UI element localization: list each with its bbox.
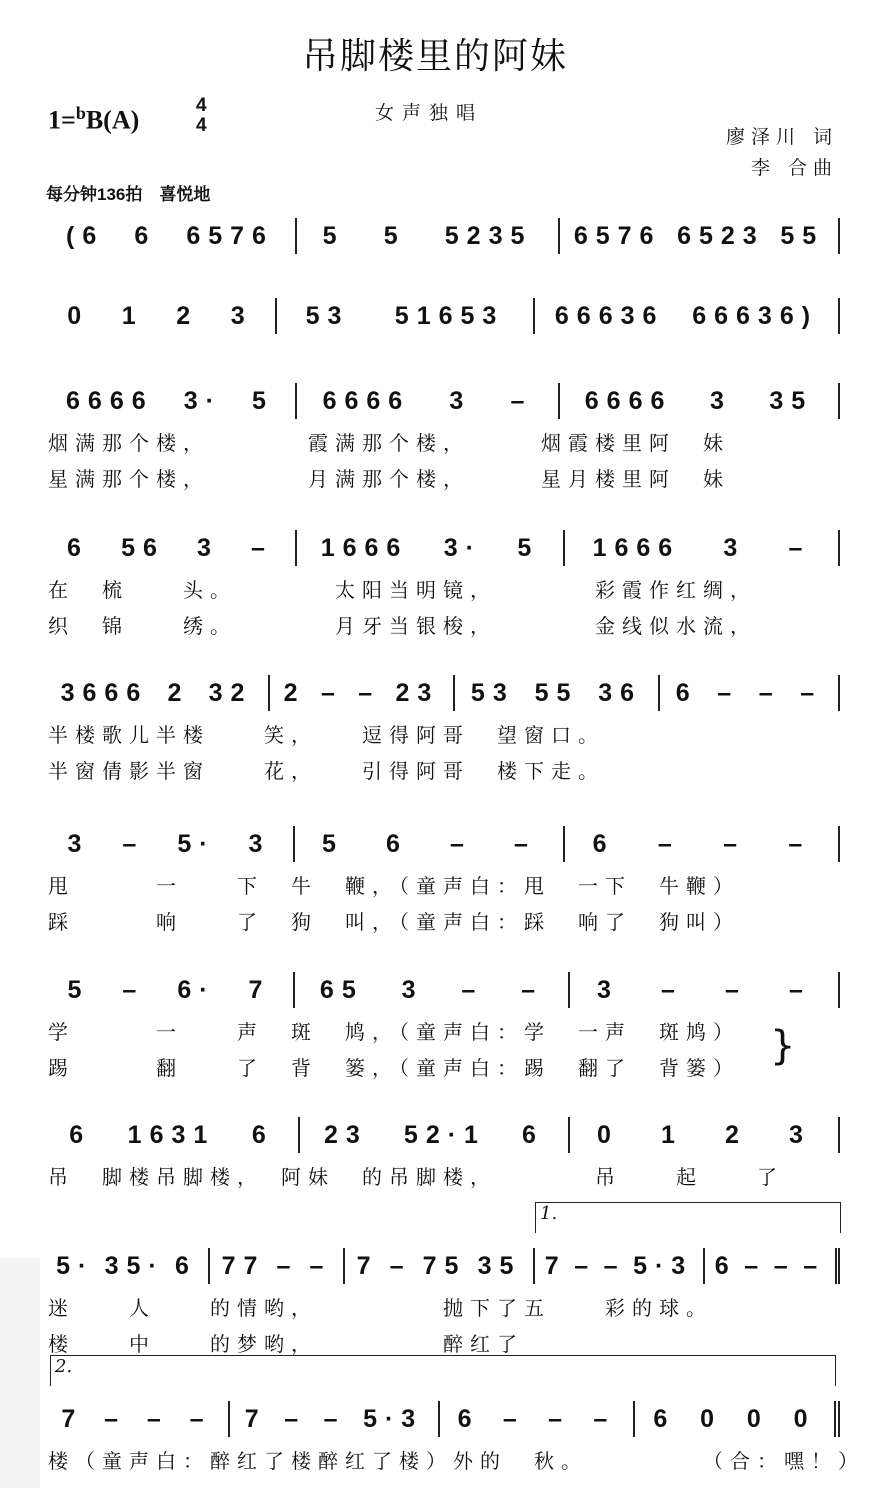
flat-sign: b <box>75 103 86 123</box>
score-line <box>45 1356 865 1473</box>
note-group: – <box>502 1404 525 1433</box>
measure-row <box>45 1117 840 1153</box>
note-group: 6666 <box>322 386 411 415</box>
note-group: – <box>758 678 781 707</box>
measure <box>300 1117 570 1153</box>
note-group: – <box>548 1404 571 1433</box>
measure <box>45 675 270 711</box>
lyric-verse-2: 星满那个楼， 月满那个楼， 星月楼里阿 妹 <box>48 467 730 491</box>
note-group: 6 <box>174 1251 197 1280</box>
note-group: – <box>800 678 823 707</box>
note-group: 6523 <box>677 221 765 250</box>
volta-bracket: 2. <box>50 1355 836 1386</box>
note-group: 0 <box>746 1404 769 1433</box>
lyric-verse-1: 烟满那个楼， 霞满那个楼， 烟霞楼里阿 妹 <box>48 431 730 455</box>
measure-row <box>45 1248 840 1284</box>
measure <box>570 1117 840 1153</box>
note-group: 3 <box>230 301 253 330</box>
measure <box>570 972 840 1008</box>
note-group: 1666 <box>320 533 409 562</box>
note-group: 6 <box>67 533 89 562</box>
note-group: 75 <box>422 1251 467 1280</box>
note-group: 53 <box>305 301 350 330</box>
note-group: 1 <box>661 1120 683 1149</box>
performance-type: 女声独唱 <box>375 102 484 124</box>
measure-row <box>45 383 840 419</box>
note-group: 53 <box>470 678 515 707</box>
measure <box>45 530 297 566</box>
measure-row <box>45 1401 840 1437</box>
note-group: – <box>320 678 343 707</box>
measure <box>45 972 295 1008</box>
measure <box>295 972 570 1008</box>
note-group: 3 <box>597 975 619 1004</box>
lyric-verse-1: 楼（童声白：醉红了楼醉红了楼）外的 秋。 （合：嘿！） <box>48 1449 865 1473</box>
time-bottom: 4 <box>196 115 207 136</box>
note-group: 3 <box>723 533 746 562</box>
note-group: 6 <box>251 1120 274 1149</box>
note-group: – <box>309 1251 332 1280</box>
note-group: 6 <box>653 1404 676 1433</box>
measure-row <box>45 298 840 334</box>
note-group: 1666 <box>592 533 681 562</box>
note-group: – <box>773 1251 796 1280</box>
time-top: 4 <box>196 95 207 116</box>
score-line <box>45 298 840 334</box>
measure <box>45 826 295 862</box>
volta-bracket: 1. <box>535 1202 841 1233</box>
note-group: 6666 <box>584 386 673 415</box>
note-group: 35 <box>477 1251 522 1280</box>
note-group: 6 <box>675 678 698 707</box>
measure <box>45 1248 210 1284</box>
note-group: 0 <box>597 1120 619 1149</box>
note-group: – <box>450 829 472 858</box>
note-group: 52·1 <box>403 1120 486 1149</box>
note-group: 1 <box>121 301 144 330</box>
lyric-verse-1: 吊 脚楼吊脚楼， 阿妹 的吊脚楼， 吊 起 了 <box>48 1165 784 1189</box>
measure <box>560 383 840 419</box>
measure <box>45 218 297 254</box>
measure <box>297 530 565 566</box>
note-group: 1631 <box>127 1120 216 1149</box>
measure <box>295 826 565 862</box>
measure <box>705 1248 840 1284</box>
note-group: 3 <box>789 1120 811 1149</box>
measure <box>455 675 660 711</box>
lyric-verse-1: 甩 一 下 牛 鞭，（童声白：甩 一下 牛鞭） <box>48 874 740 898</box>
note-group: 3 <box>248 829 271 858</box>
lyricist: 廖泽川 词 <box>725 126 838 148</box>
measure <box>277 298 535 334</box>
measure-row <box>45 218 840 254</box>
tempo-marking: 每分钟136拍 喜悦地 <box>46 185 211 204</box>
measure <box>45 1401 230 1437</box>
note-group: 66636 <box>554 301 665 330</box>
measure <box>535 298 840 334</box>
note-group: 3 <box>449 386 472 415</box>
lyric-verse-1: 迷 人 的情哟， 抛下了五 彩的球。 <box>48 1296 713 1320</box>
note-group: 55 <box>534 678 579 707</box>
note-group: 0 <box>67 301 90 330</box>
note-group: 0 <box>793 1404 816 1433</box>
note-group: 51653 <box>394 301 505 330</box>
note-group: – <box>803 1251 826 1280</box>
lyric-verse-1: 在 梳 头。 太阳当明镜， 彩霞作红绸， <box>48 578 757 602</box>
composer: 李 合曲 <box>750 157 838 179</box>
note-group: 3 <box>67 829 90 858</box>
note-group: – <box>122 829 145 858</box>
measure-row <box>45 675 840 711</box>
measure <box>440 1401 635 1437</box>
note-group: 23 <box>395 678 440 707</box>
measure-row <box>45 530 840 566</box>
note-group: 6576 <box>573 221 662 250</box>
note-group: – <box>574 1251 597 1280</box>
measure <box>45 298 277 334</box>
lyric-verse-2: 楼 中 的梦哟， 醉红了 <box>48 1332 524 1356</box>
note-group: (6 <box>66 221 105 250</box>
note-group: 5· <box>177 829 216 858</box>
song-title: 吊脚楼里的阿妹 <box>301 36 568 77</box>
note-group: 5·3 <box>633 1251 694 1280</box>
lyric-verse-2: 踩 响 了 狗 叫，（童声白：踩 响了 狗叫） <box>48 910 740 934</box>
note-group: 6 <box>457 1404 480 1433</box>
note-group: 6 <box>592 829 615 858</box>
score-line <box>45 1203 840 1356</box>
note-group: – <box>514 829 536 858</box>
score-line <box>45 1117 840 1189</box>
note-group: 5 <box>517 533 540 562</box>
note-group: – <box>189 1404 212 1433</box>
note-group: 35· <box>104 1251 165 1280</box>
note-group: 3· <box>443 533 482 562</box>
note-group: – <box>104 1404 127 1433</box>
note-group: 3 <box>401 975 424 1004</box>
note-group: 32 <box>208 678 253 707</box>
measure <box>45 1117 300 1153</box>
note-group: 6576 <box>186 221 274 250</box>
note-group: 7 <box>248 975 271 1004</box>
score-line <box>45 218 840 254</box>
key-note: B(A) <box>85 105 140 135</box>
note-group: 6 <box>134 221 157 250</box>
note-group: – <box>251 533 273 562</box>
note-group: 6 <box>69 1120 92 1149</box>
note-group: – <box>717 678 740 707</box>
note-group: 6 <box>522 1120 544 1149</box>
note-group: 2 <box>283 678 306 707</box>
measure-row <box>45 826 840 862</box>
measure <box>560 218 840 254</box>
lyric-verse-2: 织 锦 绣。 月牙当银梭， 金线似水流， <box>48 614 757 638</box>
score-line <box>45 675 840 783</box>
note-group: 7 <box>544 1251 567 1280</box>
note-group: 3· <box>183 386 222 415</box>
measure <box>297 218 560 254</box>
note-group: – <box>358 678 381 707</box>
note-group: 55 <box>780 221 825 250</box>
note-group: – <box>725 975 747 1004</box>
measure <box>297 383 560 419</box>
measure <box>210 1248 345 1284</box>
note-group: 2 <box>167 678 190 707</box>
measure <box>565 826 840 862</box>
measure <box>230 1401 440 1437</box>
note-group: 3 <box>196 533 219 562</box>
note-group: 5235 <box>444 221 533 250</box>
measure <box>535 1248 705 1284</box>
note-group: – <box>661 975 683 1004</box>
note-group: 3666 <box>60 678 149 707</box>
note-group: 5· <box>56 1251 95 1280</box>
note-group: 23 <box>324 1120 368 1149</box>
note-group: – <box>323 1404 346 1433</box>
score-line <box>45 530 840 638</box>
note-group: 5 <box>252 386 274 415</box>
note-group: 2 <box>176 301 199 330</box>
note-group: 5 <box>322 829 344 858</box>
note-group: – <box>284 1404 307 1433</box>
note-group: – <box>657 829 680 858</box>
note-group: 66636) <box>692 301 819 330</box>
note-group: 56 <box>121 533 165 562</box>
score-line <box>45 972 840 1080</box>
note-group: 7 <box>356 1251 379 1280</box>
note-group: 6666 <box>66 386 154 415</box>
note-group: 7 <box>61 1404 84 1433</box>
note-group: – <box>461 975 484 1004</box>
note-group: 77 <box>221 1251 266 1280</box>
measure <box>345 1248 535 1284</box>
measure <box>635 1401 840 1437</box>
measure <box>270 675 455 711</box>
note-group: – <box>788 829 811 858</box>
note-group: 6 <box>386 829 408 858</box>
note-group: – <box>789 975 811 1004</box>
note-group: – <box>146 1404 169 1433</box>
note-group: – <box>788 533 811 562</box>
lyric-verse-1: 学 一 声 斑 鸠，（童声白：学 一声 斑鸠） <box>48 1020 740 1044</box>
note-group: 6· <box>177 975 216 1004</box>
note-group: 3 <box>709 386 732 415</box>
note-group: 5 <box>322 221 345 250</box>
note-group: – <box>593 1404 616 1433</box>
note-group: 65 <box>319 975 364 1004</box>
measure <box>565 530 840 566</box>
note-group: 35 <box>769 386 814 415</box>
note-group: 0 <box>700 1404 723 1433</box>
score-line <box>45 383 840 491</box>
lyric-verse-2: 半窗倩影半窗 花， 引得阿哥 楼下走。 <box>48 759 605 783</box>
measure-row <box>45 972 840 1008</box>
key-prefix: 1= <box>48 105 76 135</box>
measure <box>45 383 297 419</box>
note-group: – <box>122 975 145 1004</box>
note-group: – <box>723 829 746 858</box>
note-group: – <box>603 1251 626 1280</box>
note-group: 7 <box>244 1404 267 1433</box>
key-signature <box>48 103 139 136</box>
lyric-verse-1: 半楼歌儿半楼 笑， 逗得阿哥 望窗口。 <box>48 723 605 747</box>
time-signature <box>196 96 207 136</box>
score-line <box>45 826 840 934</box>
note-group: 5·3 <box>363 1404 424 1433</box>
note-group: 2 <box>725 1120 747 1149</box>
brace: } <box>770 1023 796 1069</box>
lyric-verse-2: 踢 翻 了 背 篓，（童声白：踢 翻了 背篓） <box>48 1056 740 1080</box>
measure <box>660 675 840 711</box>
note-group: – <box>276 1251 299 1280</box>
note-group: – <box>521 975 544 1004</box>
note-group: 5 <box>383 221 406 250</box>
note-group: – <box>744 1251 767 1280</box>
note-group: 36 <box>598 678 643 707</box>
note-group: 5 <box>67 975 90 1004</box>
note-group: – <box>389 1251 412 1280</box>
note-group: 6 <box>714 1251 737 1280</box>
note-group: – <box>510 386 533 415</box>
